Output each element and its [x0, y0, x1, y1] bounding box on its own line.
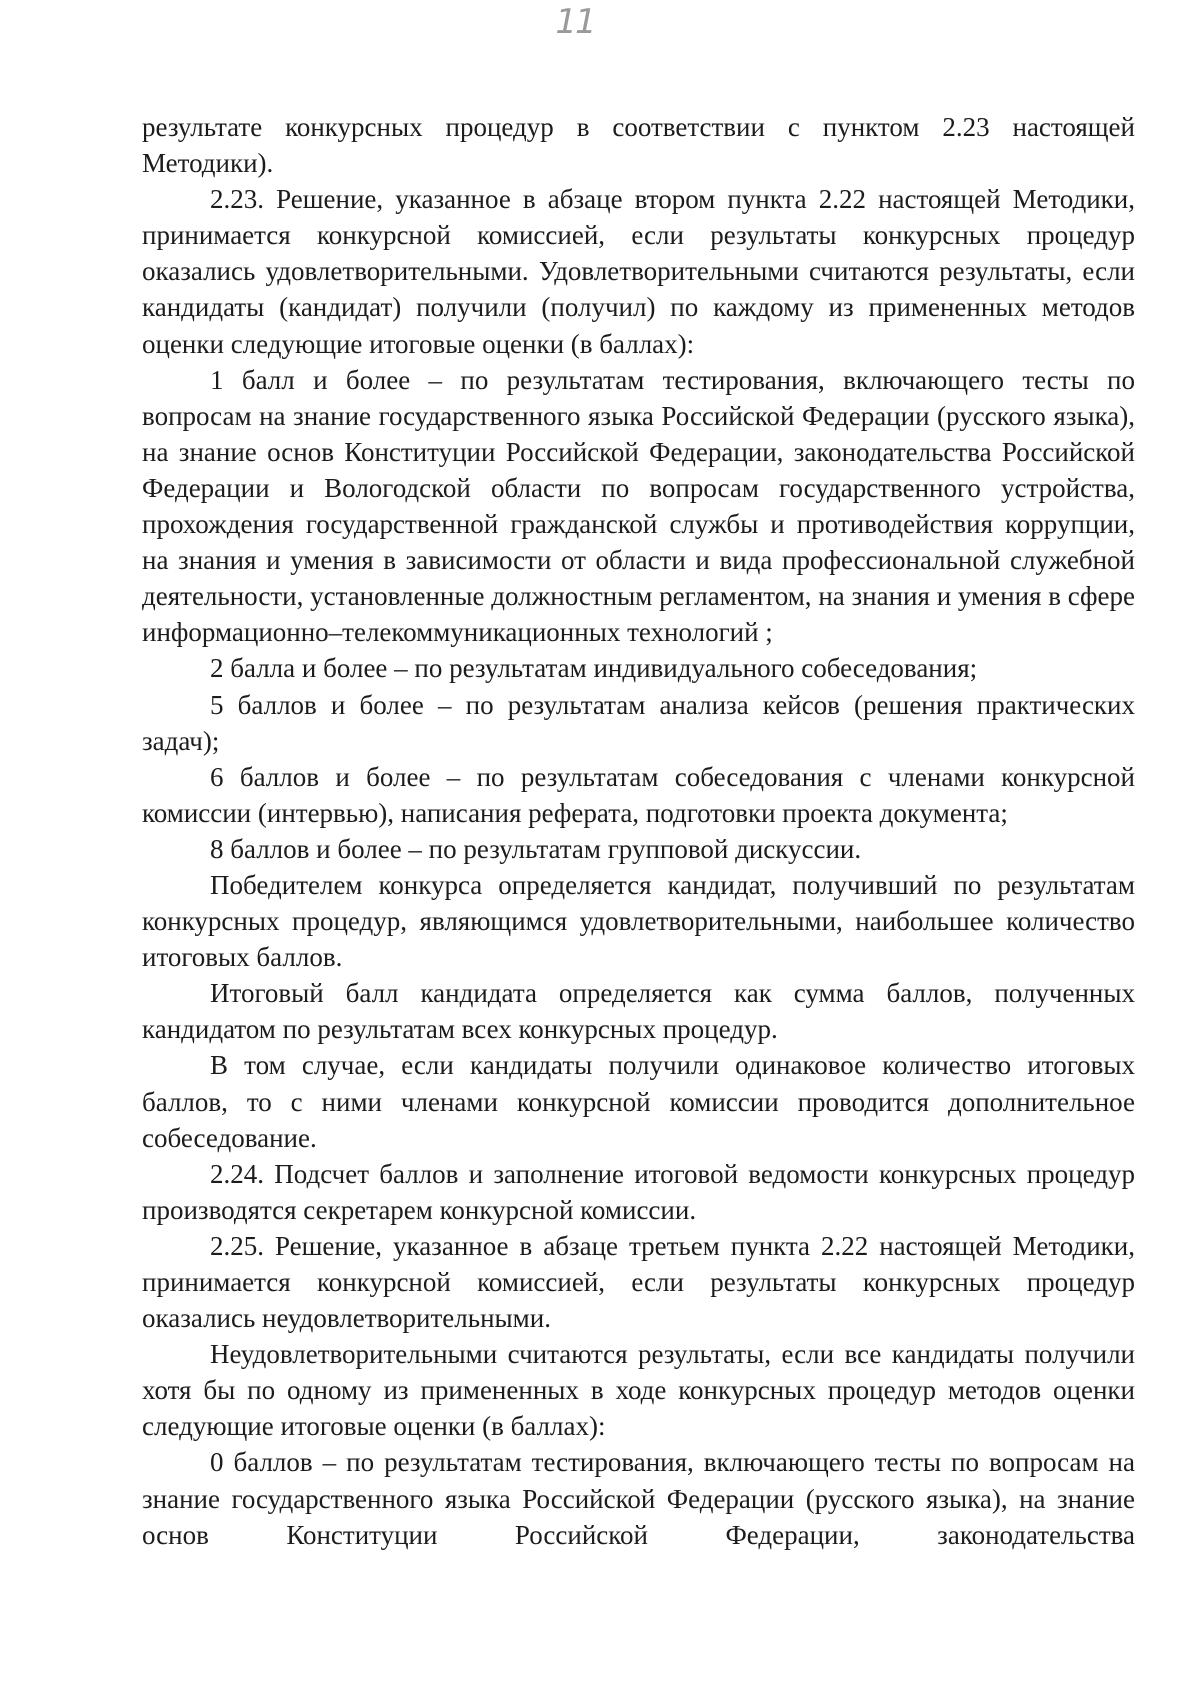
- paragraph-group-discussion-score: 8 баллов и более – по результатам групповой дискуссии.: [210, 833, 862, 864]
- paragraph-total-score: Итоговый балл кандидата определяется как сумма баллов, полученных кандидатом по результатам всех конкурсных процедур.: [142, 978, 1135, 1045]
- paragraph-continuation: результате конкурсных процедур в соответствии с пунктом 2.23 настоящей Методики).: [142, 112, 1135, 179]
- paragraph-winner: Победителем конкурса определяется кандидат, получивший по результатам конкурсных процедур, являющимся удовлетворительными, наибольшее количество итоговых баллов.: [142, 869, 1135, 973]
- paragraph-tie-break: В том случае, если кандидаты получили одинаковое количество итоговых баллов, то с ними членами конкурсной комиссии проводится дополнительное собеседование.: [142, 1050, 1135, 1153]
- paragraph-unsatisfactory: Неудовлетворительными считаются результаты, если все кандидаты получили хотя бы по одному из примененных в ходе конкурсных процедур методов оценки следующие итоговые оценки (в баллах):: [142, 1339, 1135, 1442]
- document-body: [142, 109, 1135, 1553]
- paragraph-interview-score: 2 балла и более – по результатам индивидуального собеседования;: [210, 653, 978, 684]
- paragraph-clause-2-23: 2.23. Решение, указанное в абзаце втором пункта 2.22 настоящей Методики, принимается конкурсной комиссией, если результаты конкурсных процедур оказались удовлетворительными. Удовлетворительными считаются результаты, если кандидаты (кандидат) получили (получил) по каждому из примененных методов оценки следующие итоговые оценки (в баллах):: [142, 184, 1135, 359]
- paragraph-testing-score: 1 балл и более – по результатам тестирования, включающего тесты по вопросам на знание государственного языка Российской Федерации (русского языка), на знание основ Конституции Российской Федерации, законодательства Российской Федерации и Вологодской области по вопросам государственного устройства, прохождения государственной гражданской службы и противодействия коррупции, на знания и умения в зависимости от области и вида профессиональной служебной деятельности, установленные должностным регламентом, на знания и умения в сфере информационно–телекоммуникационных технологий ;: [142, 364, 1135, 648]
- paragraph-clause-2-24: 2.24. Подсчет баллов и заполнение итоговой ведомости конкурсных процедур производятся секретарем конкурсной комиссии.: [142, 1158, 1135, 1225]
- paragraph-commission-interview-score: 6 баллов и более – по результатам собеседования с членами конкурсной комиссии (интервью), написания реферата, подготовки проекта документа;: [142, 761, 1135, 828]
- paragraph-clause-2-25: 2.25. Решение, указанное в абзаце третьем пункта 2.22 настоящей Методики, принимается конкурсной комиссией, если результаты конкурсных процедур оказались неудовлетворительными.: [142, 1230, 1135, 1334]
- page-number: 11: [555, 2, 595, 42]
- paragraph-zero-score: 0 баллов – по результатам тестирования, включающего тесты по вопросам на знание государственного языка Российской Федерации (русского языка), на знание основ Конституции Российской Федерации, законодательства: [142, 1447, 1135, 1550]
- paragraph-case-analysis-score: 5 баллов и более – по результатам анализа кейсов (решения практических задач);: [142, 689, 1135, 756]
